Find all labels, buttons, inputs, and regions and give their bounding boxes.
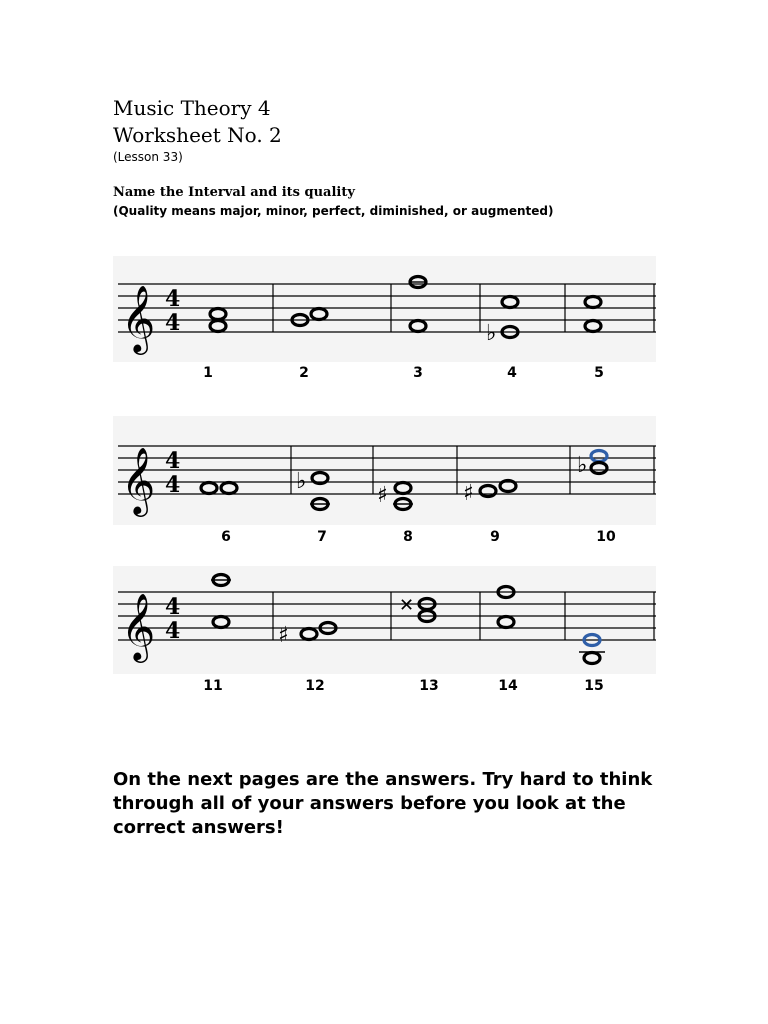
note [502,297,518,308]
page-title-line2: Worksheet No. 2 [113,123,282,147]
sharp-icon: ♯ [278,623,289,648]
note [480,486,496,497]
sharp-icon: ♯ [377,483,388,508]
closing-text: On the next pages are the answers. Try hard to think through all of your answers before you look at the correct answers! [113,769,653,838]
question-number: 4 [507,365,517,381]
note-highlighted [591,451,607,462]
question-number: 13 [419,678,439,694]
staff-3 [113,566,656,674]
time-signature-bottom: 4 [165,310,181,336]
instruction-subheading: (Quality means major, minor, perfect, diminished, or augmented) [113,204,554,218]
note [585,321,601,332]
instruction-heading: Name the Interval and its quality [113,185,355,200]
treble-clef-icon: 𝄞 [121,284,156,352]
note [210,321,226,332]
note [584,653,600,664]
double-sharp-icon: ✕ [399,595,415,616]
staff-1 [113,256,656,362]
flat-icon: ♭ [577,453,588,478]
question-number: 10 [596,529,616,545]
time-signature-bottom: 4 [165,618,181,644]
time-signature-top: 4 [165,286,181,312]
lesson-label: (Lesson 33) [113,150,183,164]
note [301,629,317,640]
question-number: 14 [498,678,518,694]
note [395,483,411,494]
question-number: 15 [584,678,604,694]
question-number: 3 [413,365,423,381]
note [591,463,607,474]
question-number: 2 [299,365,309,381]
question-number: 7 [317,529,327,545]
question-number: 6 [221,529,231,545]
sharp-icon: ♯ [463,481,474,506]
question-number: 9 [490,529,500,545]
page-title-line1: Music Theory 4 [113,96,271,120]
note [311,309,327,320]
note [585,297,601,308]
note [410,321,426,332]
time-signature-top: 4 [165,594,181,620]
flat-icon: ♭ [296,469,307,494]
question-number: 8 [403,529,413,545]
note [498,617,514,628]
question-number: 11 [203,678,223,694]
note [221,483,237,494]
question-number: 1 [203,365,213,381]
treble-clef-icon: 𝄞 [121,592,156,660]
time-signature-bottom: 4 [165,472,181,498]
question-number: 5 [594,365,604,381]
treble-clef-icon: 𝄞 [121,446,156,514]
staff-2 [113,416,656,525]
note [210,309,226,320]
flat-icon: ♭ [486,321,497,346]
note [201,483,217,494]
time-signature-top: 4 [165,448,181,474]
note [213,617,229,628]
question-number: 12 [305,678,325,694]
